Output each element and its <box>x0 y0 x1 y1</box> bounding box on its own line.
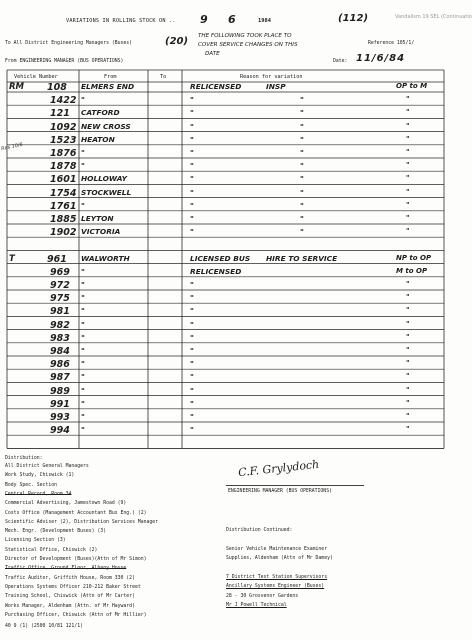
depot-from: ELMERS END <box>81 82 135 91</box>
vehicle-number: 1885 <box>50 214 77 225</box>
signature-title: ENGINEERING MANAGER (BUS OPERATIONS) <box>228 489 332 494</box>
distribution-item: Operations Systems Officer 210-212 Baker Street <box>5 584 141 590</box>
depot-from: " <box>81 425 85 435</box>
title-day: 9 <box>200 13 208 26</box>
reason: " <box>190 346 194 355</box>
depot-from: " <box>81 398 85 408</box>
reason: " <box>190 319 194 329</box>
depot-from: " <box>81 266 85 276</box>
depot-from: " <box>81 148 85 157</box>
depot-from: " <box>81 161 85 171</box>
depot-from: " <box>81 385 85 395</box>
faint-stamp: Vandalism 19 SEL (Continuatio <box>395 14 472 20</box>
reason-detail: " <box>300 187 304 197</box>
reason: " <box>190 187 194 197</box>
reason: " <box>190 174 194 184</box>
distribution-continued-item: 28 - 30 Grosvenor Gardens <box>226 593 299 599</box>
reason: " <box>190 108 194 118</box>
reason: " <box>190 293 194 303</box>
vehicle-prefix: T <box>9 253 15 264</box>
distribution-item: Statistical Office, Chiswick (2) <box>5 547 98 553</box>
reason: " <box>190 425 194 435</box>
depot-from: " <box>81 332 85 342</box>
vehicle-number: 982 <box>50 319 70 331</box>
status-code: " <box>406 412 410 420</box>
distribution-item: Commercial Advertising, Jamestown Road (9) <box>5 501 127 507</box>
distribution-continued-item: 7 District Test Station Supervisors <box>226 574 328 580</box>
status-code: " <box>406 359 410 368</box>
distribution-item: Works Manager, Aldenham (Attn. of Mr Hayward) <box>5 603 135 609</box>
depot-from: CATFORD <box>81 108 120 118</box>
distribution-item: Director of Development (Buses)(Attn of Mr Simon) <box>5 557 147 562</box>
distribution-item: Traffic Auditor, Griffith House, Room 330 (2) <box>5 575 135 581</box>
reason: " <box>190 121 194 131</box>
status-code: " <box>406 187 410 196</box>
vehicle-number: 994 <box>50 425 70 437</box>
reason-detail: " <box>300 134 304 144</box>
vehicle-number: 987 <box>50 372 70 384</box>
depot-from: NEW CROSS <box>81 121 131 131</box>
vehicle-number: 121 <box>50 108 70 120</box>
status-code: " <box>406 227 410 236</box>
status-code: " <box>406 306 410 315</box>
vehicle-number: 983 <box>50 332 70 344</box>
status-code: " <box>406 174 410 183</box>
status-code: " <box>406 346 410 354</box>
depot-from: LEYTON <box>81 214 114 223</box>
title-year: 1984 <box>258 18 271 24</box>
reason: " <box>190 372 194 382</box>
status-code: " <box>406 134 410 143</box>
depot-from: " <box>81 95 85 105</box>
signature: C.F. Grylydoch <box>237 457 320 480</box>
reason-detail: " <box>300 121 304 131</box>
status-code: " <box>406 148 410 156</box>
status-code: " <box>406 372 410 381</box>
distribution-item: All District General Managers <box>5 464 89 469</box>
distribution-continued-item: Ancillary Systems Engineer (Buses) <box>226 584 325 590</box>
vehicle-prefix: RM <box>9 82 25 92</box>
distribution-continued-item: Supplies, Aldenham (Attn of Mr Damey) <box>226 556 333 562</box>
reference: Reference 105/1/ <box>368 41 415 46</box>
distribution-continued-item: Mr J Powell Technical <box>226 602 287 608</box>
reason: " <box>190 359 194 369</box>
reason-detail: " <box>300 108 304 118</box>
vehicle-number: 1902 <box>50 227 77 239</box>
status-code: " <box>406 332 410 341</box>
reason: " <box>190 200 194 210</box>
depot-from: " <box>81 412 85 421</box>
reason-detail: " <box>300 214 304 223</box>
reason: " <box>190 280 194 289</box>
vehicle-number: 1523 <box>50 134 77 146</box>
status-code: " <box>406 95 410 104</box>
reason: " <box>190 161 194 171</box>
from-line: From ENGINEERING MANAGER (BUS OPERATIONS) <box>5 59 124 64</box>
title-prefix: VARIATIONS IN ROLLING STOCK ON <box>66 18 166 24</box>
vehicle-number: 984 <box>50 346 70 357</box>
distribution-item: Scientific Adviser (2), Distribution Services Manager <box>5 519 159 525</box>
status-code: " <box>406 161 410 170</box>
depot-from: " <box>81 280 85 289</box>
service-note-line3: DATE <box>205 51 220 57</box>
vehicle-number: 986 <box>50 359 70 371</box>
depot-from: STOCKWELL <box>81 187 132 197</box>
status-code: " <box>406 200 410 209</box>
distribution-item: Work Study, Chiswick (1) <box>5 473 75 479</box>
reason: RELICENSED <box>190 266 242 276</box>
addressee-number: (20) <box>165 36 189 47</box>
status-code: " <box>406 398 410 407</box>
form-footer: 40 9 (1) (2500 10/81 121/1) <box>5 624 83 629</box>
vehicle-number: 993 <box>50 412 70 423</box>
vehicle-number: 1092 <box>50 121 77 133</box>
distribution-item: Training School, Chiswick (Attn of Mr Carter) <box>5 594 135 600</box>
title-line: VARIATIONS IN ROLLING STOCK ON .. <box>66 18 176 24</box>
status-code: OP to M <box>396 82 428 90</box>
signature-rule <box>226 485 364 486</box>
date-value: 11/6/84 <box>356 53 406 64</box>
reason: " <box>190 332 194 342</box>
reason: " <box>190 214 194 223</box>
distribution-item: Purchasing Officer, Chiswick (Attn of Mr Hillier) <box>5 612 147 618</box>
vehicle-number: 989 <box>50 385 70 397</box>
service-note-line1: THE FOLLOWING TOOK PLACE TO <box>198 33 292 39</box>
distribution-heading: Distribution: <box>5 456 43 461</box>
depot-from: VICTORIA <box>81 227 121 237</box>
distribution-item: Licensing Section (3) <box>5 538 66 544</box>
col-header-to: To <box>160 74 167 80</box>
reason: " <box>190 95 194 105</box>
status-code: " <box>406 425 410 434</box>
vehicle-number: 975 <box>50 293 70 305</box>
reason-detail: " <box>300 227 304 237</box>
reason-detail: " <box>300 161 304 171</box>
reason-detail: " <box>300 95 304 105</box>
depot-from: HEATON <box>81 134 115 144</box>
distribution-item: Traffic Office, Ground Floor, Albany House <box>5 566 127 572</box>
vehicle-number: 1878 <box>50 161 77 173</box>
distribution-continued-item: Senior Vehicle Maintenance Examiner <box>226 547 328 552</box>
vehicle-number: 1754 <box>50 187 77 199</box>
depot-from: WALWORTH <box>81 253 130 263</box>
title-month: 6 <box>228 13 236 26</box>
status-code: " <box>406 214 410 222</box>
reason-detail: " <box>300 148 304 157</box>
reason-detail: " <box>300 174 304 184</box>
vehicle-number: 1422 <box>50 95 77 107</box>
service-note-line2: COVER SERVICE CHANGES ON THIS <box>198 42 298 48</box>
reason-detail: INSP <box>266 82 286 91</box>
status-code: M to OP <box>396 266 428 275</box>
status-code: " <box>406 280 410 288</box>
depot-from: " <box>81 200 85 210</box>
status-code: " <box>406 319 410 328</box>
status-code: NP to OP <box>396 253 432 262</box>
reason: " <box>190 398 194 408</box>
vehicle-number: 969 <box>50 266 70 278</box>
distribution-continued-heading: Distribution Continued: <box>226 528 293 533</box>
reason-detail: " <box>300 200 304 210</box>
vehicle-number: 972 <box>50 280 70 291</box>
vehicle-number: 981 <box>50 306 70 318</box>
col-header-from: From <box>104 74 117 80</box>
distribution-item: Mech. Engr. (Development Buses) (3) <box>5 529 107 535</box>
reason: RELICENSED <box>190 82 242 91</box>
distribution-item: Costs Office (Management Accountant Bus Eng.) (2) <box>5 510 147 516</box>
margin-note: Res 10/6 <box>0 141 24 153</box>
status-code: " <box>406 293 410 302</box>
reason-detail: HIRE TO SERVICE <box>266 253 338 263</box>
status-code: " <box>406 108 410 117</box>
vehicle-number: 108 <box>47 82 67 93</box>
addressee: To All District Engineering Managers (Buses) <box>5 41 133 46</box>
vehicle-number: 1761 <box>50 200 77 212</box>
depot-from: HOLLOWAY <box>81 174 128 184</box>
col-header-reason: Reason for variation <box>240 74 303 80</box>
status-code: " <box>406 385 410 394</box>
vehicle-number: 961 <box>47 253 67 265</box>
depot-from: " <box>81 319 85 329</box>
reason: " <box>190 412 194 421</box>
vehicle-number: 1601 <box>50 174 77 186</box>
reason: " <box>190 134 194 144</box>
reason: " <box>190 148 194 157</box>
vehicle-number: 1876 <box>50 148 77 159</box>
reason: " <box>190 306 194 316</box>
reason: LICENSED BUS <box>190 253 251 263</box>
vehicle-number: 991 <box>50 398 70 410</box>
depot-from: " <box>81 346 85 355</box>
depot-from: " <box>81 359 85 369</box>
reason: " <box>190 385 194 395</box>
reason: " <box>190 227 194 237</box>
distribution-item: Body Spec. Section <box>5 482 57 488</box>
distribution-item: Central Record, Room 34 <box>5 491 72 497</box>
depot-from: " <box>81 293 85 303</box>
status-code: " <box>406 121 410 130</box>
col-header-vehicle: Vehicle Number <box>14 74 58 80</box>
page-number: (112) <box>338 13 369 24</box>
depot-from: " <box>81 306 85 316</box>
depot-from: " <box>81 372 85 382</box>
date-label: Date: <box>333 59 348 64</box>
